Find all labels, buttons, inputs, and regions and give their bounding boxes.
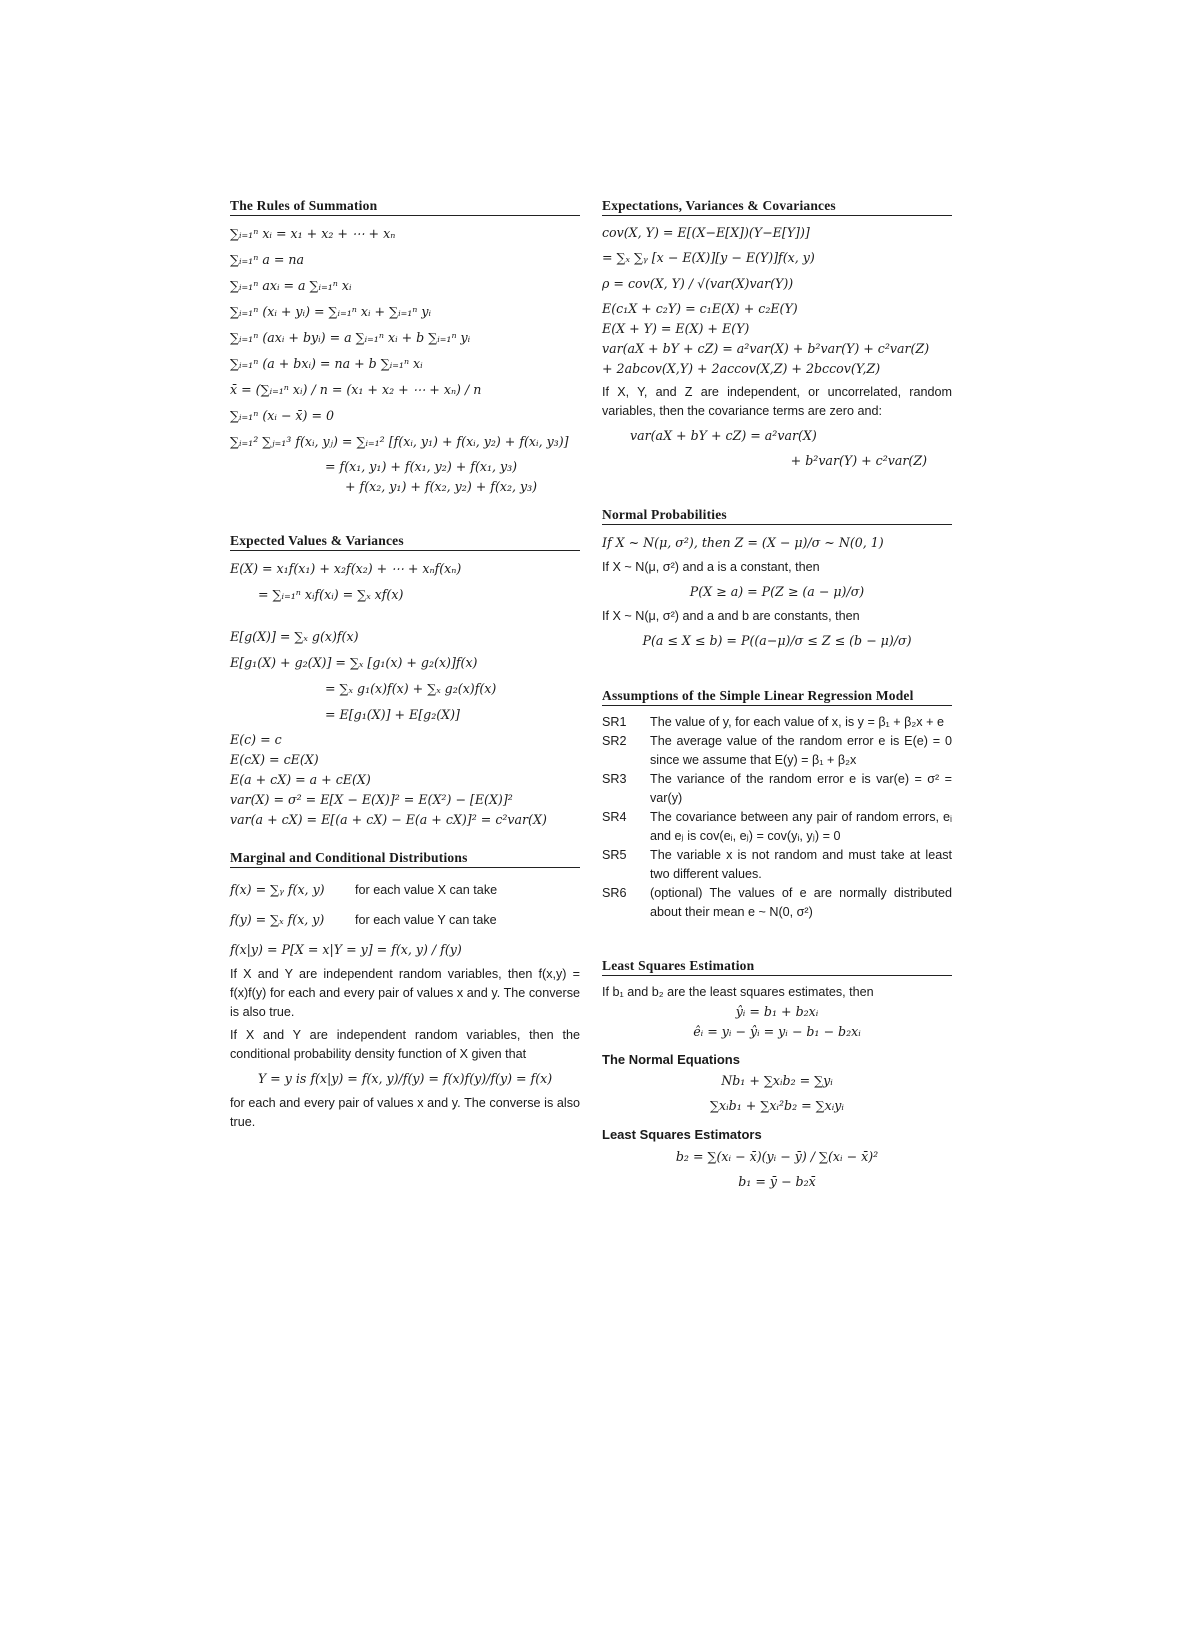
assumption-code: SR5 — [602, 848, 627, 862]
assumption-item — [602, 732, 952, 770]
marginal-section — [230, 850, 580, 1132]
marginal-title: Marginal and Conditional Distributions — [230, 850, 580, 868]
right-column — [602, 198, 952, 1206]
formula-note: for each value X can take — [355, 883, 498, 897]
assumption-code: SR2 — [602, 734, 627, 748]
formula: = ∑ₓ ∑ᵧ [x − E(X)][y − E(Y)]f(x, y) — [602, 250, 815, 265]
assumption-code: SR1 — [602, 715, 627, 729]
paragraph: for each and every pair of values x and y. The converse is also true. — [230, 1096, 580, 1129]
assumption-item — [602, 884, 952, 922]
formula: E(X) = x₁f(x₁) + x₂f(x₂) + ⋯ + xₙf(xₙ) — [230, 561, 462, 576]
least-squares-title: Least Squares Estimation — [602, 958, 952, 976]
assumption-text: (optional) The values of e are normally distributed about their mean e ~ N(0, σ²) — [650, 886, 952, 919]
formula: ∑ᵢ₌₁ⁿ a = na — [230, 252, 305, 267]
formula: var(a + cX) = E[(a + cX) − E(a + cX)]² = c²var(X) — [230, 812, 547, 827]
marginal-row — [230, 875, 580, 905]
formula: ∑ᵢ₌₁ⁿ axᵢ = a ∑ᵢ₌₁ⁿ xᵢ — [230, 278, 352, 293]
summation-title: The Rules of Summation — [230, 198, 580, 216]
formula: + 2abcov(X,Y) + 2accov(X,Z) + 2bccov(Y,Z) — [602, 361, 881, 376]
left-column — [230, 198, 580, 1146]
formula: êᵢ = yᵢ − ŷᵢ = yᵢ − b₁ − b₂xᵢ — [693, 1024, 861, 1039]
formula: ŷᵢ = b₁ + b₂xᵢ — [735, 1004, 819, 1019]
formula: + f(x₂, y₁) + f(x₂, y₂) + f(x₂, y₃) — [345, 479, 538, 494]
formula: = ∑ᵢ₌₁ⁿ xᵢf(xᵢ) = ∑ₓ xf(x) — [258, 587, 404, 602]
formula: f(x|y) = P[X = x|Y = y] = f(x, y) / f(y) — [230, 942, 462, 957]
formula: ∑ᵢ₌₁ⁿ (a + bxᵢ) = na + b ∑ᵢ₌₁ⁿ xᵢ — [230, 356, 423, 371]
formula: Nb₁ + ∑xᵢb₂ = ∑yᵢ — [721, 1073, 833, 1088]
paragraph: If X and Y are independent random variables, then f(x,y) = f(x)f(y) for each and every pair of values x and y. The converse is also true. — [230, 967, 580, 1019]
formula: var(aX + bY + cZ) = a²var(X) — [630, 428, 817, 443]
assumption-code: SR3 — [602, 772, 627, 786]
assumption-item — [602, 846, 952, 884]
paragraph: If X ~ N(μ, σ²) and a and b are constants, then — [602, 609, 860, 623]
assumption-text: The average value of the random error e is E(e) = 0 since we assume that E(y) = β₁ + β₂x — [650, 734, 952, 767]
paragraph: If X, Y, and Z are independent, or uncorrelated, random variables, then the covariance terms are zero and: — [602, 385, 952, 418]
formula-note: for each value Y can take — [355, 913, 497, 927]
formula: f(x) = ∑ᵧ f(x, y) — [230, 882, 325, 897]
formula: If X ~ N(μ, σ²), then Z = (X − μ)/σ ~ N(0, 1) — [602, 535, 884, 550]
assumption-code: SR6 — [602, 886, 627, 900]
formula: ∑ᵢ₌₁ⁿ (xᵢ − x̄) = 0 — [230, 408, 335, 423]
assumption-item — [602, 770, 952, 808]
assumption-text: The covariance between any pair of random errors, eᵢ and eⱼ is cov(eᵢ, eⱼ) = cov(yᵢ, yⱼ) = 0 — [650, 810, 952, 843]
paragraph: If X and Y are independent random variables, then the conditional probability density function of X given that — [230, 1028, 580, 1061]
expected-title: Expected Values & Variances — [230, 533, 580, 551]
formula: b₂ = ∑(xᵢ − x̄)(yᵢ − ȳ) / ∑(xᵢ − x̄)² — [675, 1149, 879, 1164]
normal-equations-title: The Normal Equations — [602, 1052, 740, 1067]
formula: cov(X, Y) = E[(X−E[X])(Y−E[Y])] — [602, 225, 810, 240]
assumption-code: SR4 — [602, 810, 627, 824]
assumptions-title: Assumptions of the Simple Linear Regression Model — [602, 688, 952, 706]
assumptions-section — [602, 688, 952, 922]
assumption-text: The variance of the random error e is var(e) = σ² = var(y) — [650, 772, 952, 805]
formula: ∑ᵢ₌₁² ∑ⱼ₌₁³ f(xᵢ, yⱼ) = ∑ᵢ₌₁² [f(xᵢ, y₁) + f(xᵢ, y₂) + f(xᵢ, y₃)] — [230, 434, 569, 449]
formula: P(a ≤ X ≤ b) = P((a−μ)/σ ≤ Z ≤ (b − μ)/σ) — [642, 633, 912, 648]
formula: ∑xᵢb₁ + ∑xᵢ²b₂ = ∑xᵢyᵢ — [710, 1098, 844, 1113]
formula: E(c) = c — [230, 732, 282, 747]
formula: var(aX + bY + cZ) = a²var(X) + b²var(Y) + c²var(Z) — [602, 341, 930, 356]
formula: Y = y is f(x|y) = f(x, y)/f(y) = f(x)f(y)/f(y) = f(x) — [257, 1071, 553, 1086]
formula: P(X ≥ a) = P(Z ≥ (a − μ)/σ) — [689, 584, 865, 599]
formula: ρ = cov(X, Y) / √(var(X)var(Y)) — [602, 276, 794, 291]
paragraph: If X ~ N(μ, σ²) and a is a constant, then — [602, 560, 820, 574]
assumption-item — [602, 713, 952, 732]
expectations-title: Expectations, Variances & Covariances — [602, 198, 952, 216]
expected-section — [230, 533, 580, 830]
formula: E[g(X)] = ∑ₓ g(x)f(x) — [230, 629, 359, 644]
summation-section — [230, 198, 580, 497]
formula: ∑ᵢ₌₁ⁿ (xᵢ + yᵢ) = ∑ᵢ₌₁ⁿ xᵢ + ∑ᵢ₌₁ⁿ yᵢ — [230, 304, 432, 319]
least-squares-section — [602, 958, 952, 1192]
marginal-row — [230, 905, 580, 935]
normal-section — [602, 507, 952, 652]
formula: E(X + Y) = E(X) + E(Y) — [602, 321, 750, 336]
estimators-title: Least Squares Estimators — [602, 1127, 762, 1142]
formula: = ∑ₓ g₁(x)f(x) + ∑ₓ g₂(x)f(x) — [325, 681, 497, 696]
formula: E(cX) = cE(X) — [230, 752, 319, 767]
formula: E(a + cX) = a + cE(X) — [230, 772, 371, 787]
assumption-text: The variable x is not random and must take at least two different values. — [650, 848, 952, 881]
formula: E[g₁(X) + g₂(X)] = ∑ₓ [g₁(x) + g₂(x)]f(x) — [230, 655, 478, 670]
assumption-item — [602, 808, 952, 846]
formula: x̄ = (∑ᵢ₌₁ⁿ xᵢ) / n = (x₁ + x₂ + ⋯ + xₙ) / n — [230, 382, 482, 397]
formula: b₁ = ȳ − b₂x̄ — [738, 1174, 816, 1189]
assumption-text: The value of y, for each value of x, is y = β₁ + β₂x + e — [650, 715, 944, 729]
formula: ∑ᵢ₌₁ⁿ xᵢ = x₁ + x₂ + ⋯ + xₙ — [230, 226, 396, 241]
formula: ∑ᵢ₌₁ⁿ (axᵢ + byᵢ) = a ∑ᵢ₌₁ⁿ xᵢ + b ∑ᵢ₌₁ⁿ yᵢ — [230, 330, 471, 345]
formula: = E[g₁(X)] + E[g₂(X)] — [325, 707, 460, 722]
formula: + b²var(Y) + c²var(Z) — [790, 453, 927, 468]
formula: var(X) = σ² = E[X − E(X)]² = E(X²) − [E(X)]² — [230, 792, 513, 807]
formula: f(y) = ∑ₓ f(x, y) — [230, 912, 325, 927]
formula: E(c₁X + c₂Y) = c₁E(X) + c₂E(Y) — [602, 301, 798, 316]
formula: = f(x₁, y₁) + f(x₁, y₂) + f(x₁, y₃) — [325, 459, 518, 474]
normal-title: Normal Probabilities — [602, 507, 952, 525]
paragraph: If b₁ and b₂ are the least squares estimates, then — [602, 985, 874, 999]
expectations-section — [602, 198, 952, 471]
